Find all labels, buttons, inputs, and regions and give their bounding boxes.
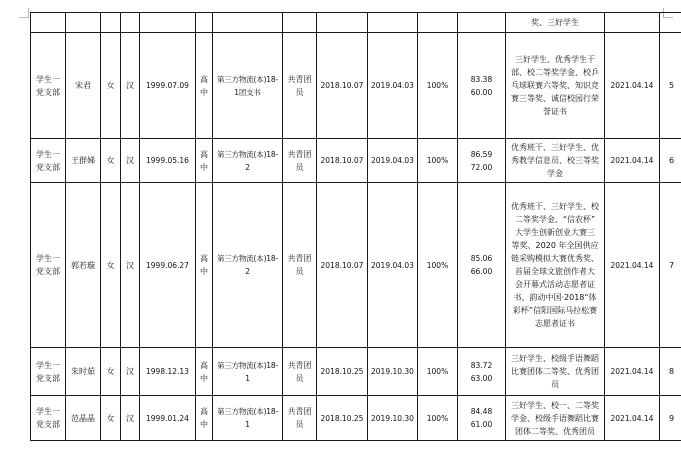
scores-line: 72.00 xyxy=(470,162,493,172)
awards-cell xyxy=(506,396,605,441)
awards-line: 链采购模拟大赛优秀奖、 xyxy=(511,254,599,263)
ethnicity-cell: 汉 xyxy=(121,348,140,396)
awards-cell xyxy=(506,139,605,183)
branch-cell: 学生一党支部 xyxy=(31,139,66,183)
education-cell xyxy=(196,33,213,139)
seq-cell: 8 xyxy=(660,348,681,396)
education-cell xyxy=(196,139,213,183)
activist-date-cell: 2019.04.03 xyxy=(368,139,418,183)
education-char: 高 xyxy=(200,254,208,263)
activist-date-cell: 2019.04.03 xyxy=(368,183,418,348)
gender-cell: 女 xyxy=(101,139,121,183)
scores-cell xyxy=(458,348,506,396)
education-cell xyxy=(196,348,213,396)
awards-line: 会开幕式活动志愿者证 xyxy=(515,280,595,289)
education-char: 高 xyxy=(200,360,208,370)
awards-cell: 奖、三好学生 xyxy=(506,13,605,33)
name-cell: 郭若璇 xyxy=(66,183,101,348)
awards-line: 优秀班干、三好学生、优 xyxy=(511,143,599,152)
awards-line: 大学生创新创业大赛三 xyxy=(515,228,595,237)
review-date-cell: 2021.04.14 xyxy=(605,33,660,139)
education-char: 高 xyxy=(200,74,208,84)
attendance-cell: 100% xyxy=(418,33,458,139)
class-cell: 第三方物流(本)18-1 xyxy=(213,396,283,441)
branch-cell: 学生一党支部 xyxy=(31,33,66,139)
class-cell: 第三方物流(本)18-2 xyxy=(213,183,283,348)
activist-date-cell: 2019.10.30 xyxy=(368,348,418,396)
birth-date-cell: 1999.07.09 xyxy=(140,33,196,139)
scores-line: 66.00 xyxy=(470,267,493,276)
education-char: 高 xyxy=(200,407,208,416)
scores-cell xyxy=(458,33,506,139)
scores-line: 83.38 xyxy=(470,74,493,84)
awards-line: 誉证书 xyxy=(543,107,567,116)
attendance-cell: 100% xyxy=(418,139,458,183)
scores-cell xyxy=(458,139,506,183)
application-date-cell: 2018.10.07 xyxy=(317,139,368,183)
awards-cell xyxy=(506,348,605,396)
name-cell: 宋君 xyxy=(66,33,101,139)
awards-cell xyxy=(506,33,605,139)
awards-line: 比赛团体二等奖、优秀团 xyxy=(511,367,599,376)
education-char: 中 xyxy=(200,87,208,97)
education-char: 中 xyxy=(200,162,208,172)
attendance-cell: 100% xyxy=(418,396,458,441)
political-status-cell: 共青团员 xyxy=(283,348,317,396)
awards-line: 二等奖学金、“信农杯” xyxy=(514,215,596,224)
name-cell: 朱时茹 xyxy=(66,348,101,396)
scores-line: 83.72 xyxy=(470,360,493,370)
awards-line: 三好学生、优秀学生干 xyxy=(515,55,595,64)
gender-cell: 女 xyxy=(101,33,121,139)
education-cell xyxy=(196,396,213,441)
gender-cell: 女 xyxy=(101,183,121,348)
awards-cell xyxy=(506,183,605,348)
branch-cell: 学生一党支部 xyxy=(31,396,66,441)
political-status-cell: 共青团员 xyxy=(283,183,317,348)
birth-date-cell: 1998.12.13 xyxy=(140,348,196,396)
name-cell: 王群娣 xyxy=(66,139,101,183)
class-cell: 第三方物流(本)18-1 xyxy=(213,348,283,396)
table-row xyxy=(31,33,681,139)
table-row xyxy=(31,348,681,396)
political-status-cell: 共青团员 xyxy=(283,33,317,139)
name-cell: 范晶晶 xyxy=(66,396,101,441)
awards-line: 彩杯”信阳国际马拉松赛 xyxy=(512,306,598,315)
awards-line: 学金、校级手语舞蹈比赛 xyxy=(511,413,599,423)
application-date-cell: 2018.10.07 xyxy=(317,183,368,348)
table-row xyxy=(31,139,681,183)
awards-line: 等奖、2020 年全国供应 xyxy=(511,241,599,250)
gender-cell: 女 xyxy=(101,348,121,396)
ethnicity-cell: 汉 xyxy=(121,396,140,441)
education-cell xyxy=(196,183,213,348)
branch-cell: 学生一党支部 xyxy=(31,183,66,348)
awards-line: 乓球联赛六等奖、知识竞 xyxy=(511,81,599,90)
ethnicity-cell: 汉 xyxy=(121,33,140,139)
awards-line: 三好学生、校级手语舞蹈 xyxy=(511,354,599,363)
table-row-partial xyxy=(31,13,681,33)
scores-line: 85.06 xyxy=(470,254,493,263)
seq-cell: 6 xyxy=(660,139,681,183)
review-date-cell: 2021.04.14 xyxy=(605,348,660,396)
table-row xyxy=(31,183,681,348)
scores-line: 63.00 xyxy=(470,373,493,383)
gender-cell: 女 xyxy=(101,396,121,441)
birth-date-cell: 1999.01.24 xyxy=(140,396,196,441)
awards-line: 团体二等奖、优秀团员 xyxy=(515,426,595,436)
attendance-cell: 100% xyxy=(418,183,458,348)
application-date-cell: 2018.10.25 xyxy=(317,396,368,441)
attendance-cell: 100% xyxy=(418,348,458,396)
scores-line: 60.00 xyxy=(470,87,493,97)
scores-line: 61.00 xyxy=(470,420,493,429)
awards-line: 学金 xyxy=(547,169,563,178)
awards-line: 赛三等奖、诚信校园行荣 xyxy=(511,94,599,103)
scores-cell xyxy=(458,183,506,348)
awards-line: 志愿者证书 xyxy=(535,319,575,328)
table-row xyxy=(31,396,681,441)
application-date-cell: 2018.10.25 xyxy=(317,348,368,396)
page-corner-mark-left xyxy=(19,8,29,18)
education-char: 中 xyxy=(200,373,208,383)
education-char: 高 xyxy=(200,149,208,159)
scores-line: 86.59 xyxy=(470,149,493,159)
education-char: 中 xyxy=(200,420,208,429)
class-cell: 第三方物流(本)18-1团支书 xyxy=(213,33,283,139)
awards-line: 三好学生、校一、二等奖 xyxy=(511,400,599,410)
branch-cell: 学生一党支部 xyxy=(31,348,66,396)
awards-line: 部、校二等奖学金、校乒 xyxy=(511,68,599,77)
awards-line: 优秀班干、三好学生、校 xyxy=(511,202,599,211)
member-table xyxy=(30,12,681,441)
activist-date-cell: 2019.10.30 xyxy=(368,396,418,441)
awards-line: 首届全球文旅创作者大 xyxy=(515,267,595,276)
seq-cell: 9 xyxy=(660,396,681,441)
birth-date-cell: 1999.05.16 xyxy=(140,139,196,183)
review-date-cell: 2021.04.14 xyxy=(605,396,660,441)
class-cell: 第三方物流(本)18-2 xyxy=(213,139,283,183)
application-date-cell: 2018.10.07 xyxy=(317,33,368,139)
review-date-cell: 2021.04.14 xyxy=(605,183,660,348)
awards-line: 秀教学信息员、校三等奖 xyxy=(511,156,599,165)
ethnicity-cell: 汉 xyxy=(121,139,140,183)
birth-date-cell: 1999.06.27 xyxy=(140,183,196,348)
political-status-cell: 共青团员 xyxy=(283,396,317,441)
ethnicity-cell: 汉 xyxy=(121,183,140,348)
review-date-cell: 2021.04.14 xyxy=(605,139,660,183)
awards-line: 员 xyxy=(551,380,559,389)
scores-line: 84.48 xyxy=(470,407,493,416)
education-char: 中 xyxy=(200,267,208,276)
awards-line: 书、韵动中国·2018“体 xyxy=(513,293,597,302)
seq-cell: 7 xyxy=(660,183,681,348)
scores-cell xyxy=(458,396,506,441)
seq-cell: 5 xyxy=(660,33,681,139)
activist-date-cell: 2019.04.03 xyxy=(368,33,418,139)
political-status-cell: 共青团员 xyxy=(283,139,317,183)
